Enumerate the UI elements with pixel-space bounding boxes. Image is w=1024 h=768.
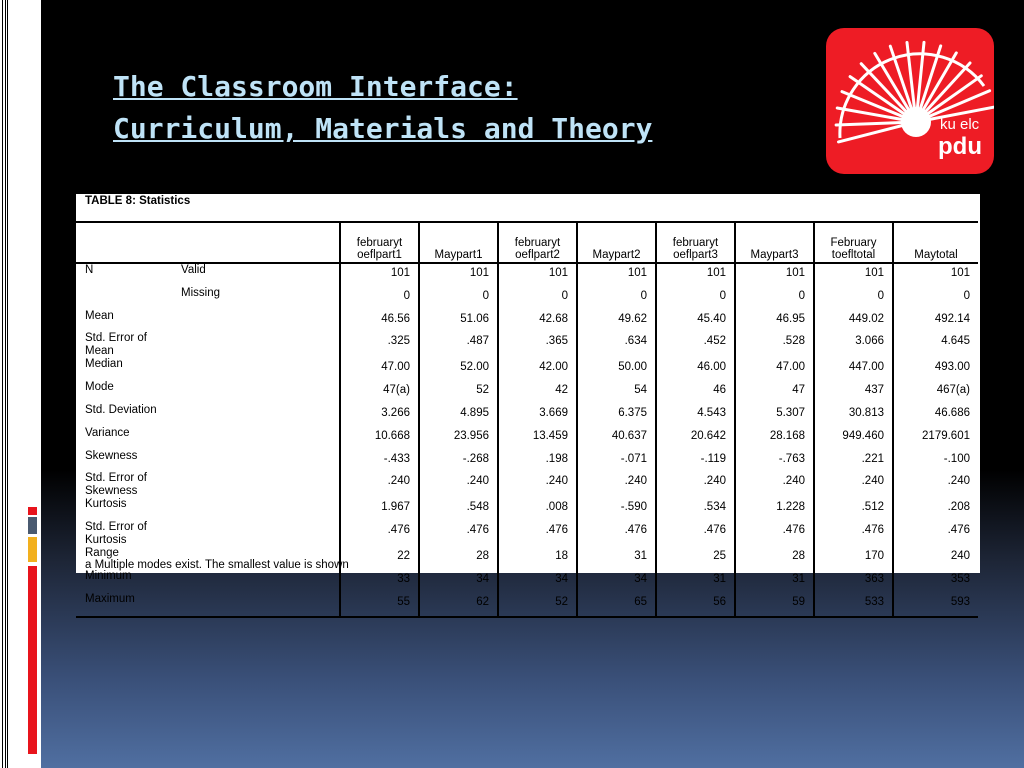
table-cell: 4.895 [419, 404, 498, 427]
table-footnote: a Multiple modes exist. The smallest value is shown [85, 559, 349, 571]
table-cell: -.590 [577, 498, 656, 521]
slide-title-line-1: The Classroom Interface: [113, 70, 518, 103]
row-label: Minimum [85, 569, 132, 582]
row-sublabel [181, 570, 340, 593]
table-cell: 33 [340, 570, 419, 593]
table-cell: 467(a) [893, 381, 978, 404]
table-row [76, 450, 978, 473]
table-row [76, 521, 978, 547]
row-label: Range [85, 547, 119, 560]
table-cell: 20.642 [656, 427, 735, 450]
table-cell: 437 [814, 381, 893, 404]
row-label: Mean [85, 309, 114, 322]
table-row [76, 472, 978, 498]
table-cell: 46.56 [340, 310, 419, 333]
column-header-line-1: februaryt [356, 237, 403, 249]
table-cell: .365 [498, 332, 577, 358]
row-sublabel [181, 593, 340, 617]
row-sublabel [181, 472, 340, 498]
table-cell: .476 [656, 521, 735, 547]
column-header-line-2: Maypart2 [592, 249, 641, 261]
row-sublabel [181, 404, 340, 427]
table-cell: 4.645 [893, 332, 978, 358]
table-row [76, 358, 978, 381]
table-cell: .240 [340, 472, 419, 498]
column-header-line-2: Maytotal [914, 249, 958, 261]
table-cell: .240 [893, 472, 978, 498]
table-cell: 363 [814, 570, 893, 593]
left-decorative-strip [0, 0, 41, 768]
table-cell: 101 [577, 263, 656, 287]
row-label [76, 287, 181, 310]
table-row [76, 287, 978, 310]
table-cell: 3.669 [498, 404, 577, 427]
table-row [76, 381, 978, 404]
row-sublabel [181, 450, 340, 473]
table-cell: -.119 [656, 450, 735, 473]
column-header-line-2: Maypart3 [750, 249, 799, 261]
table-cell: 31 [577, 547, 656, 570]
table-row [76, 593, 978, 617]
row-sublabel [181, 358, 340, 381]
table-cell: 353 [893, 570, 978, 593]
column-header-line-2: oeflpart2 [515, 249, 560, 261]
table-cell: 46.00 [656, 358, 735, 381]
table-cell: .221 [814, 450, 893, 473]
table-row [76, 570, 978, 593]
row-label: Std. Deviation [85, 403, 157, 416]
table-cell: 949.460 [814, 427, 893, 450]
table-cell: 10.668 [340, 427, 419, 450]
table-cell: .512 [814, 498, 893, 521]
column-header-line-1: February [830, 237, 877, 249]
table-cell: 34 [577, 570, 656, 593]
table-cell: 23.956 [419, 427, 498, 450]
table-cell: .548 [419, 498, 498, 521]
table-cell: 0 [577, 287, 656, 310]
table-cell: 65 [577, 593, 656, 617]
table-cell: 6.375 [577, 404, 656, 427]
table-cell: 2179.601 [893, 427, 978, 450]
row-label: N [85, 264, 94, 276]
table-row [76, 263, 978, 287]
slide-title [113, 66, 793, 150]
table-cell: 47.00 [735, 358, 814, 381]
row-label: Std. Error of Mean [85, 332, 147, 358]
strip-line [2, 0, 3, 768]
table-cell: 0 [656, 287, 735, 310]
row-label: Median [85, 358, 123, 371]
table-cell: 34 [498, 570, 577, 593]
table-cell: 42.68 [498, 310, 577, 333]
table-cell: 59 [735, 593, 814, 617]
accent-gold [28, 537, 37, 562]
table-cell: 0 [893, 287, 978, 310]
table-cell: 31 [656, 570, 735, 593]
table-cell: 3.066 [814, 332, 893, 358]
table-cell: .240 [656, 472, 735, 498]
row-label: Kurtosis [85, 498, 127, 511]
table-cell: 1.228 [735, 498, 814, 521]
table-cell: 13.459 [498, 427, 577, 450]
table-cell: .240 [498, 472, 577, 498]
table-cell: 62 [419, 593, 498, 617]
table-cell: 533 [814, 593, 893, 617]
table-cell: 170 [814, 547, 893, 570]
table-cell: 3.266 [340, 404, 419, 427]
row-label: Variance [85, 426, 130, 439]
statistics-table-panel [76, 194, 980, 608]
table-cell: 0 [419, 287, 498, 310]
table-cell: 28 [735, 547, 814, 570]
table-cell: 47 [735, 381, 814, 404]
table-cell: 47.00 [340, 358, 419, 381]
strip-line [5, 0, 6, 768]
row-label: Maximum [76, 593, 181, 617]
strip-line [7, 0, 8, 768]
table-cell: 45.40 [656, 310, 735, 333]
table-cell: 50.00 [577, 358, 656, 381]
table-cell: 0 [735, 287, 814, 310]
row-sublabel: Missing [181, 286, 220, 299]
column-header-line-1: februaryt [514, 237, 561, 249]
table-cell: .325 [340, 332, 419, 358]
table-cell: .240 [814, 472, 893, 498]
slide-title-line-2: Curriculum, Materials and Theory [113, 112, 653, 145]
table-row [76, 332, 978, 358]
row-label: Std. Error of Skewness [85, 472, 147, 498]
table-cell: 101 [340, 263, 419, 287]
table-cell: .476 [419, 521, 498, 547]
row-sublabel [181, 381, 340, 404]
table-cell: 101 [498, 263, 577, 287]
table-cell: .487 [419, 332, 498, 358]
table-cell: 4.543 [656, 404, 735, 427]
table-cell: 0 [340, 287, 419, 310]
column-header [419, 222, 498, 263]
table-cell: .476 [577, 521, 656, 547]
column-header [893, 222, 978, 263]
table-cell: 449.02 [814, 310, 893, 333]
row-sublabel [181, 332, 340, 358]
table-cell: .008 [498, 498, 577, 521]
logo-text-pdu: pdu [938, 133, 982, 160]
table-cell: 52 [498, 593, 577, 617]
table-cell: .476 [340, 521, 419, 547]
table-cell: 49.62 [577, 310, 656, 333]
table-cell: -.433 [340, 450, 419, 473]
row-sublabel [181, 310, 340, 333]
table-cell: -.763 [735, 450, 814, 473]
table-cell: -.071 [577, 450, 656, 473]
table-cell: 46 [656, 381, 735, 404]
table-cell: 447.00 [814, 358, 893, 381]
table-cell: 51.06 [419, 310, 498, 333]
table-cell: 47(a) [340, 381, 419, 404]
table-cell: 22 [340, 547, 419, 570]
table-cell: 493.00 [893, 358, 978, 381]
logo-text-ku-elc: ku elc [940, 116, 980, 133]
row-sublabel [181, 521, 340, 547]
table-cell: 5.307 [735, 404, 814, 427]
row-sublabel [181, 427, 340, 450]
table-cell: 55 [340, 593, 419, 617]
column-header-line-2: toefltotal [831, 249, 876, 261]
table-cell: 28 [419, 547, 498, 570]
accent-red-small [28, 507, 37, 515]
table-cell: .476 [735, 521, 814, 547]
row-sublabel [181, 498, 340, 521]
ku-elc-pdu-logo [826, 28, 994, 174]
table-row [76, 404, 978, 427]
table-cell: .240 [419, 472, 498, 498]
table-row [76, 310, 978, 333]
row-sublabel: Valid [181, 264, 206, 276]
column-header [498, 222, 577, 263]
table-cell: 240 [893, 547, 978, 570]
table-cell: 101 [893, 263, 978, 287]
table-cell: 54 [577, 381, 656, 404]
table-cell: 593 [893, 593, 978, 617]
table-cell: 1.967 [340, 498, 419, 521]
table-cell: 0 [498, 287, 577, 310]
row-label: Skewness [85, 449, 138, 462]
table-cell: 42.00 [498, 358, 577, 381]
table-cell: .240 [577, 472, 656, 498]
column-header [656, 222, 735, 263]
table-cell: .476 [498, 521, 577, 547]
table-cell: 42 [498, 381, 577, 404]
table-cell: 101 [419, 263, 498, 287]
column-header-line-2: Maypart1 [434, 249, 483, 261]
table-cell: 30.813 [814, 404, 893, 427]
column-header [814, 222, 893, 263]
row-label: Std. Error of Kurtosis [85, 521, 147, 547]
table-cell: 28.168 [735, 427, 814, 450]
table-cell: .208 [893, 498, 978, 521]
table-cell: .528 [735, 332, 814, 358]
table-cell: 46.95 [735, 310, 814, 333]
table-cell: 101 [735, 263, 814, 287]
table-row [76, 498, 978, 521]
table-cell: .476 [814, 521, 893, 547]
table-cell: .476 [893, 521, 978, 547]
accent-red-bar [28, 566, 37, 754]
table-cell: 56 [656, 593, 735, 617]
column-header-line-2: oeflpart1 [357, 249, 402, 261]
table-cell: 18 [498, 547, 577, 570]
table-cell: .534 [656, 498, 735, 521]
table-cell: .240 [735, 472, 814, 498]
header-stub [76, 222, 340, 263]
column-header [735, 222, 814, 263]
accent-slate [28, 517, 37, 534]
table-cell: 0 [814, 287, 893, 310]
row-label: Mode [85, 381, 114, 394]
table-cell: 52 [419, 381, 498, 404]
column-header-line-2: oeflpart3 [673, 249, 718, 261]
table-header-row [76, 222, 978, 263]
table-cell: -.268 [419, 450, 498, 473]
table-cell: 52.00 [419, 358, 498, 381]
table-cell: 492.14 [893, 310, 978, 333]
table-caption: TABLE 8: Statistics [85, 195, 191, 207]
table-cell: 46.686 [893, 404, 978, 427]
table-cell: 101 [656, 263, 735, 287]
table-row [76, 427, 978, 450]
table-cell: .634 [577, 332, 656, 358]
column-header [577, 222, 656, 263]
table-cell: 31 [735, 570, 814, 593]
table-cell: 25 [656, 547, 735, 570]
table-cell: -.100 [893, 450, 978, 473]
table-cell: 40.637 [577, 427, 656, 450]
column-header-line-1: februaryt [672, 237, 719, 249]
table-cell: 101 [814, 263, 893, 287]
table-cell: .198 [498, 450, 577, 473]
column-header [340, 222, 419, 263]
table-cell: .452 [656, 332, 735, 358]
table-cell: 34 [419, 570, 498, 593]
